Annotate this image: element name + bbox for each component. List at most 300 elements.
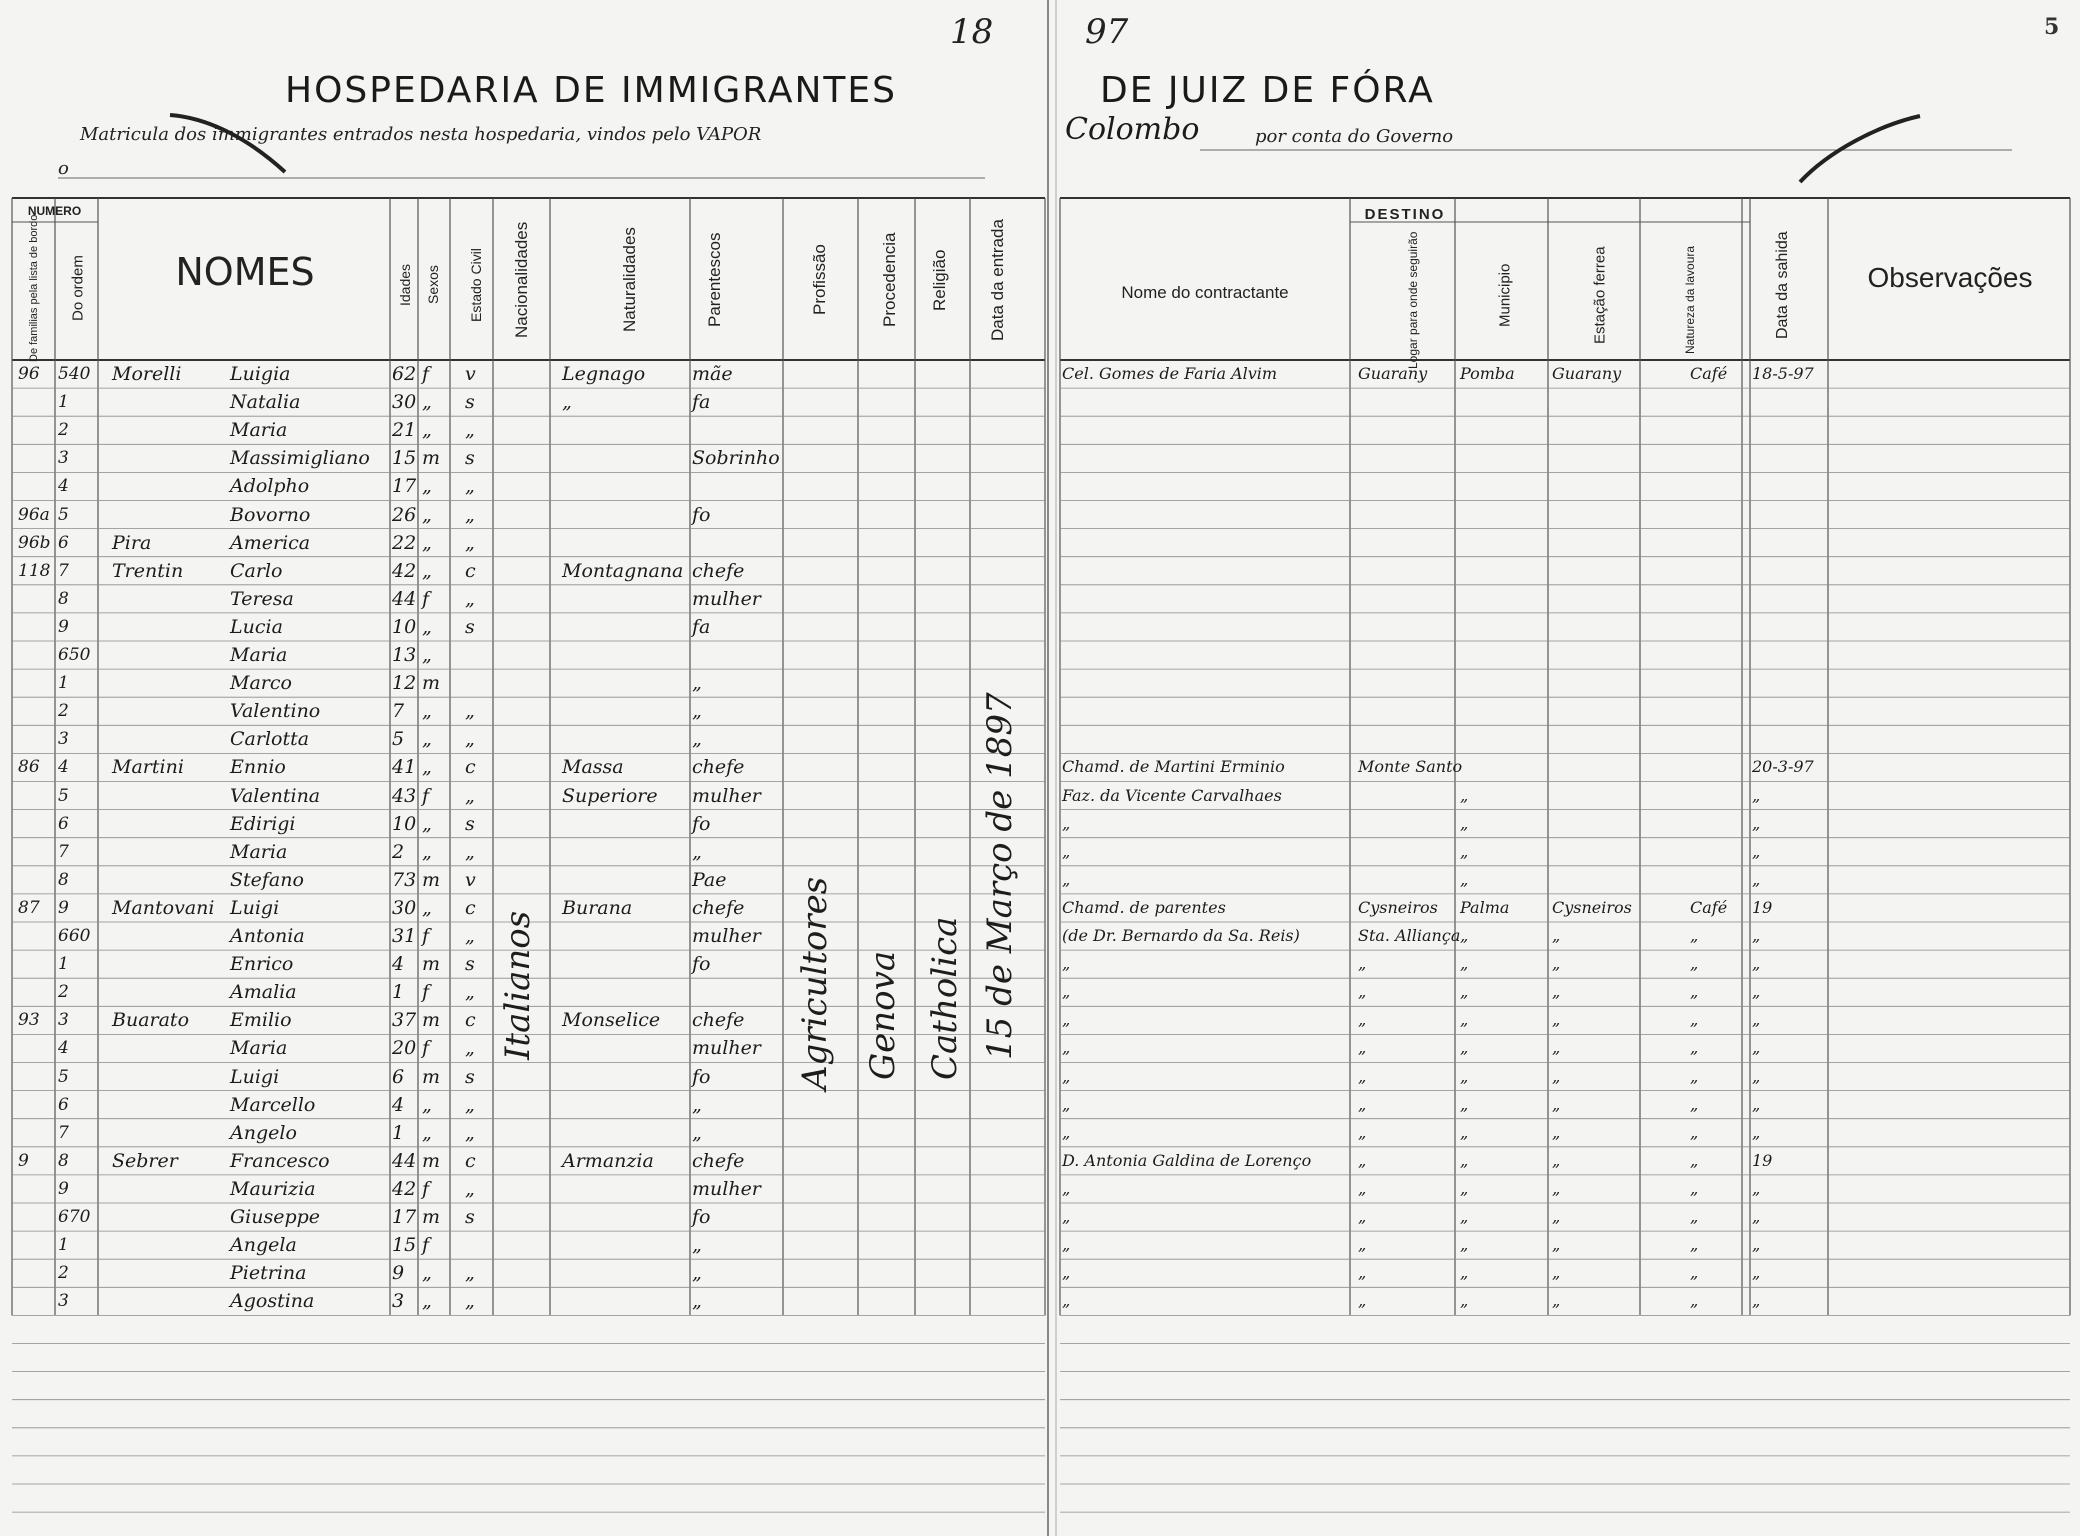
cell-data-sahida: „ (1752, 1207, 1761, 1226)
header-numero: NUMERO (27, 204, 82, 218)
cell-lavoura: „ (1690, 1066, 1699, 1086)
cell-lavoura: „ (1690, 1263, 1699, 1283)
cell-civil-status: „ (465, 1290, 475, 1313)
cell-age: 31 (392, 925, 417, 947)
cell-age: 21 (392, 419, 417, 442)
cell-municipio: „ (1460, 869, 1469, 889)
cell-estacao: Cysneiros (1552, 897, 1632, 917)
header-idades: Idades (397, 263, 413, 307)
register-row (0, 557, 2080, 585)
cell-estacao: „ (1552, 1038, 1561, 1058)
cell-lavoura: Café (1690, 897, 1728, 917)
register-row (0, 922, 2080, 950)
header-estacao: Estação ferrea (1591, 246, 1609, 344)
cell-parentesco: „ (692, 1121, 702, 1144)
cell-given-name: Enrico (230, 953, 294, 976)
register-row (0, 613, 2080, 641)
cell-contractante: „ (1062, 1094, 1071, 1114)
cell-order-number: 2 (58, 1263, 69, 1284)
cell-parentesco: „ (692, 1234, 702, 1257)
cell-age: 62 (392, 363, 417, 385)
cell-estacao: „ (1552, 982, 1561, 1002)
cell-order-number: 5 (58, 1066, 69, 1087)
cell-given-name: Lucia (230, 615, 283, 638)
cell-logar: „ (1358, 1291, 1367, 1311)
cell-sex: m (422, 1065, 441, 1088)
cell-order-number: 8 (58, 869, 69, 890)
cell-sex: „ (422, 644, 432, 666)
page-title-right: DE JUIZ DE FÓRA (1100, 70, 1435, 111)
cell-naturalidade: Massa (562, 756, 624, 779)
register-row (0, 753, 2080, 781)
header-religiao: Religião (930, 249, 949, 311)
cell-given-name: Maria (230, 419, 288, 442)
cell-data-sahida: „ (1752, 1122, 1761, 1142)
cell-contractante: „ (1062, 982, 1071, 1002)
header-parentescos: Parentescos (705, 232, 724, 328)
cell-order-number: 2 (58, 982, 69, 1003)
cell-parentesco: mãe (692, 363, 733, 385)
cell-estacao: „ (1552, 1178, 1561, 1198)
cell-order-number: 7 (58, 1122, 69, 1143)
cell-given-name: Pietrina (230, 1262, 307, 1285)
cell-municipio: Pomba (1460, 364, 1515, 383)
nacionalidade-vertical: Italianos (498, 910, 538, 1060)
cell-sex: „ (422, 700, 432, 723)
cell-civil-status: c (465, 896, 476, 919)
cell-parentesco: fa (692, 391, 711, 414)
register-row (0, 1063, 2080, 1091)
cell-sex: „ (422, 531, 432, 554)
register-row (0, 585, 2080, 613)
cell-order-number: 5 (58, 785, 69, 806)
cell-sex: m (422, 672, 441, 695)
cell-data-sahida: „ (1752, 954, 1761, 974)
cell-municipio: „ (1460, 785, 1469, 805)
cell-naturalidade: „ (562, 391, 572, 414)
header-observacoes: Observações (1867, 262, 2033, 293)
cell-sex: f (422, 981, 430, 1004)
header-natureza: Natureza da lavoura (1683, 245, 1697, 355)
header-nacionalidades: Nacionalidades (512, 221, 531, 339)
header-nomes: NOMES (175, 250, 315, 294)
cell-age: 5 (392, 728, 405, 751)
cell-municipio: „ (1460, 1150, 1469, 1170)
cell-order-number: 7 (58, 841, 69, 862)
register-row (0, 866, 2080, 894)
cell-civil-status: s (465, 615, 475, 638)
cell-contractante: Faz. da Vicente Carvalhaes (1062, 785, 1282, 805)
cell-age: 15 (392, 447, 417, 470)
cell-age: 2 (392, 840, 405, 863)
cell-estacao: „ (1552, 1150, 1561, 1170)
cell-age: 44 (392, 587, 417, 610)
cell-sex: „ (422, 1290, 432, 1313)
cell-sex: „ (422, 615, 432, 638)
cell-logar: Sta. Alliança (1358, 926, 1461, 945)
cell-logar: „ (1358, 1263, 1367, 1283)
cell-parentesco: chefe (692, 1009, 745, 1032)
cell-sex: „ (422, 1121, 432, 1144)
cell-sex: m (422, 1009, 441, 1032)
cell-order-number: 5 (58, 504, 69, 525)
cell-parentesco: chefe (692, 896, 745, 919)
cell-contractante: „ (1062, 1066, 1071, 1086)
cell-municipio: „ (1460, 813, 1469, 833)
cell-sex: „ (422, 728, 432, 751)
register-row (0, 810, 2080, 838)
register-row (0, 1006, 2080, 1034)
cell-surname: Martini (112, 756, 184, 779)
cell-parentesco: fo (692, 1206, 711, 1228)
year-prefix: 18 (950, 12, 994, 52)
cell-municipio: „ (1460, 1010, 1469, 1030)
cell-contractante: „ (1062, 841, 1071, 861)
cell-estacao: „ (1552, 1010, 1561, 1030)
cell-parentesco: chefe (692, 559, 745, 582)
register-row (0, 1119, 2080, 1147)
cell-municipio: „ (1460, 1094, 1469, 1114)
cell-parentesco: „ (692, 672, 702, 695)
cell-civil-status: s (465, 1065, 475, 1088)
cell-age: 1 (392, 1121, 405, 1144)
cell-given-name: Carlotta (230, 728, 310, 751)
cell-contractante: „ (1062, 1010, 1071, 1030)
register-row (0, 1231, 2080, 1259)
register-row (0, 978, 2080, 1006)
cell-contractante: „ (1062, 869, 1071, 889)
register-row (0, 894, 2080, 922)
cell-order-number: 660 (58, 926, 91, 946)
register-row (0, 388, 2080, 416)
cell-parentesco: fo (692, 953, 711, 976)
cell-data-sahida: „ (1752, 785, 1761, 805)
register-row (0, 472, 2080, 500)
cell-data-sahida: 19 (1752, 1150, 1773, 1170)
cell-municipio: „ (1460, 954, 1469, 974)
cell-given-name: Valentina (230, 784, 321, 807)
cell-age: 22 (392, 531, 417, 554)
cell-parentesco: mulher (692, 925, 761, 947)
cell-lavoura: Café (1690, 364, 1728, 383)
cell-municipio: „ (1460, 841, 1469, 861)
cell-family-number: 93 (18, 1010, 40, 1031)
cell-lavoura: „ (1690, 1291, 1699, 1311)
cell-given-name: Luigi (230, 1065, 280, 1088)
cell-age: 42 (392, 559, 417, 582)
header-nome-contractante: Nome do contractante (1121, 283, 1289, 302)
cell-sex: f (422, 784, 430, 807)
cell-age: 30 (392, 391, 417, 414)
cell-order-number: 8 (58, 1150, 69, 1171)
cell-age: 43 (392, 784, 417, 807)
cell-sex: „ (422, 756, 432, 779)
header-de-familias: De familias pela lista de bordo (28, 214, 40, 362)
register-row (0, 641, 2080, 669)
cell-given-name: Natalia (230, 391, 301, 414)
cell-parentesco: „ (692, 1290, 702, 1313)
cell-given-name: Carlo (230, 559, 283, 582)
register-row (0, 669, 2080, 697)
vapor-name: Colombo (1065, 112, 1200, 147)
cell-order-number: 650 (58, 645, 91, 665)
cell-logar: Monte Santo (1358, 757, 1463, 777)
cell-age: 44 (392, 1149, 417, 1172)
cell-data-sahida: „ (1752, 1178, 1761, 1198)
cell-lavoura: „ (1690, 954, 1699, 974)
cell-age: 15 (392, 1234, 417, 1257)
cell-parentesco: Pae (692, 868, 727, 891)
header-destino: DESTINO (1364, 206, 1446, 223)
cell-civil-status: „ (465, 840, 475, 863)
cell-municipio: „ (1460, 926, 1469, 945)
cell-logar: „ (1358, 1122, 1367, 1142)
cell-contractante: „ (1062, 1263, 1071, 1283)
cell-given-name: Maria (230, 644, 288, 666)
header-profissao: Profissão (810, 244, 829, 316)
cell-lavoura: „ (1690, 926, 1699, 945)
register-row (0, 697, 2080, 725)
cell-logar: „ (1358, 1178, 1367, 1198)
cell-logar: „ (1358, 1010, 1367, 1030)
cell-sex: „ (422, 896, 432, 919)
cell-given-name: Valentino (230, 700, 321, 723)
cell-data-sahida: „ (1752, 841, 1761, 861)
cell-parentesco: fa (692, 615, 711, 638)
cell-sex: m (422, 1149, 441, 1172)
cell-given-name: Maurizia (230, 1177, 316, 1200)
cell-contractante: „ (1062, 813, 1071, 833)
header-municipio: Municipio (1496, 263, 1514, 327)
header-procedencia: Procedencia (880, 232, 899, 328)
register-row (0, 838, 2080, 866)
cell-logar: „ (1358, 1038, 1367, 1058)
cell-logar: „ (1358, 1094, 1367, 1114)
cell-given-name: Amalia (230, 981, 297, 1004)
cell-given-name: Edirigi (230, 812, 296, 835)
cell-municipio: „ (1460, 1207, 1469, 1226)
page-number: 5 (2044, 14, 2060, 40)
cell-given-name: Ennio (230, 756, 286, 779)
register-row (0, 529, 2080, 557)
cell-order-number: 670 (58, 1207, 91, 1227)
cell-order-number: 2 (58, 701, 69, 722)
cell-order-number: 6 (58, 1094, 69, 1115)
procedencia-vertical: Genova (863, 950, 903, 1080)
cell-parentesco: mulher (692, 1177, 761, 1200)
cell-civil-status: „ (465, 1037, 475, 1060)
cell-civil-status: v (465, 868, 476, 891)
header-naturalidades: Naturalidades (620, 227, 639, 333)
cell-surname: Buarato (112, 1009, 190, 1032)
cell-civil-status: s (465, 1206, 475, 1228)
cell-given-name: Giuseppe (230, 1206, 321, 1228)
cell-lavoura: „ (1690, 1094, 1699, 1114)
cell-age: 4 (392, 953, 405, 976)
cell-contractante: „ (1062, 1235, 1071, 1255)
cell-sex: m (422, 953, 441, 976)
cell-civil-status: „ (465, 419, 475, 442)
cell-order-number: 7 (58, 560, 69, 581)
header-logar: Logar para onde seguirão (1406, 231, 1420, 369)
cell-order-number: 4 (58, 757, 69, 778)
cell-order-number: 8 (58, 588, 69, 609)
cell-municipio: Palma (1460, 897, 1510, 917)
cell-naturalidade: Monselice (562, 1009, 661, 1032)
cell-order-number: 6 (58, 532, 69, 553)
cell-civil-status: s (465, 953, 475, 976)
header-data-entrada: Data da entrada (988, 219, 1007, 341)
cell-age: 30 (392, 896, 417, 919)
register-row (0, 1175, 2080, 1203)
year-suffix: 97 (1085, 12, 1129, 52)
cell-order-number: 1 (58, 392, 69, 413)
cell-estacao: „ (1552, 926, 1561, 945)
cell-contractante: „ (1062, 1207, 1071, 1226)
cell-age: 12 (392, 672, 417, 695)
cell-given-name: Agostina (230, 1290, 315, 1313)
cell-estacao: „ (1552, 1235, 1561, 1255)
cell-given-name: Massimigliano (230, 447, 370, 470)
cell-civil-status: „ (465, 587, 475, 610)
register-row (0, 1287, 2080, 1315)
cell-age: 7 (392, 700, 405, 723)
cell-order-number: 1 (58, 673, 69, 694)
cell-municipio: „ (1460, 1235, 1469, 1255)
cell-given-name: Adolpho (230, 475, 310, 498)
register-row (0, 501, 2080, 529)
cell-lavoura: „ (1690, 982, 1699, 1002)
cell-civil-status: „ (465, 925, 475, 947)
cell-logar: „ (1358, 982, 1367, 1002)
register-row (0, 950, 2080, 978)
register-row (0, 1259, 2080, 1287)
cell-data-sahida: „ (1752, 1038, 1761, 1058)
cell-family-number: 96 (18, 364, 40, 384)
register-row (0, 1034, 2080, 1062)
cell-parentesco: „ (692, 700, 702, 723)
cell-parentesco: Sobrinho (692, 447, 780, 470)
cell-civil-status: c (465, 756, 476, 779)
cell-logar: Cysneiros (1358, 897, 1438, 917)
cell-civil-status: s (465, 447, 475, 470)
cell-given-name: Luigia (230, 363, 291, 385)
cell-parentesco: „ (692, 1093, 702, 1116)
cell-civil-status: „ (465, 1262, 475, 1285)
cell-civil-status: „ (465, 784, 475, 807)
cell-parentesco: fo (692, 1065, 711, 1088)
cell-contractante: „ (1062, 1291, 1071, 1311)
register-row (0, 1147, 2080, 1175)
cell-age: 4 (392, 1093, 405, 1116)
cell-sex: „ (422, 391, 432, 414)
cell-data-sahida: „ (1752, 813, 1761, 833)
religiao-vertical: Catholica (925, 916, 965, 1080)
cell-data-sahida: „ (1752, 1066, 1761, 1086)
cell-lavoura: „ (1690, 1207, 1699, 1226)
cell-given-name: Maria (230, 840, 288, 863)
cell-civil-status: „ (465, 1177, 475, 1200)
cell-logar: „ (1358, 1235, 1367, 1255)
cell-lavoura: „ (1690, 1235, 1699, 1255)
register-row (0, 782, 2080, 810)
cell-lavoura: „ (1690, 1178, 1699, 1198)
cell-naturalidade: Burana (562, 896, 633, 919)
cell-contractante: (de Dr. Bernardo da Sa. Reis) (1062, 926, 1300, 945)
cell-contractante: „ (1062, 954, 1071, 974)
cell-municipio: „ (1460, 982, 1469, 1002)
cell-surname: Morelli (112, 363, 182, 385)
cell-lavoura: „ (1690, 1150, 1699, 1170)
cell-civil-status: „ (465, 728, 475, 751)
cell-age: 41 (392, 756, 417, 779)
cell-age: 10 (392, 615, 417, 638)
cell-civil-status: v (465, 363, 476, 385)
cell-civil-status: „ (465, 503, 475, 526)
cell-civil-status: s (465, 391, 475, 414)
cell-data-sahida: „ (1752, 1263, 1761, 1283)
cell-logar: „ (1358, 1207, 1367, 1226)
cell-sex: „ (422, 1093, 432, 1116)
cell-age: 17 (392, 475, 417, 498)
register-row (0, 444, 2080, 472)
cell-parentesco: chefe (692, 1149, 745, 1172)
cell-order-number: 9 (58, 616, 69, 637)
cell-family-number: 9 (18, 1150, 29, 1171)
cell-sex: „ (422, 1262, 432, 1285)
cell-family-number: 96a (18, 504, 50, 525)
cell-surname: Pira (112, 531, 152, 554)
cell-age: 20 (392, 1037, 417, 1060)
cell-age: 9 (392, 1262, 405, 1285)
cell-data-sahida: „ (1752, 869, 1761, 889)
cell-given-name: Angela (230, 1234, 297, 1257)
cell-civil-status: „ (465, 1093, 475, 1116)
cell-given-name: Francesco (230, 1149, 330, 1172)
cell-order-number: 4 (58, 1038, 69, 1059)
cell-lavoura: „ (1690, 1010, 1699, 1030)
header-sexos: Sexos (425, 265, 441, 305)
cell-given-name: Marcello (230, 1093, 316, 1116)
cell-order-number: 1 (58, 954, 69, 975)
cell-given-name: Maria (230, 1037, 288, 1060)
cell-age: 37 (392, 1009, 417, 1032)
cell-parentesco: „ (692, 840, 702, 863)
cell-given-name: Angelo (230, 1121, 297, 1144)
cell-logar: „ (1358, 1066, 1367, 1086)
cell-estacao: „ (1552, 1094, 1561, 1114)
cell-sex: „ (422, 475, 432, 498)
cell-surname: Sebrer (112, 1149, 178, 1172)
cell-order-number: 4 (58, 476, 69, 497)
cell-data-sahida: „ (1752, 926, 1761, 945)
cell-data-sahida: „ (1752, 982, 1761, 1002)
cell-parentesco: mulher (692, 587, 761, 610)
cell-municipio: „ (1460, 1178, 1469, 1198)
cell-given-name: Bovorno (230, 503, 311, 526)
cell-order-number: 2 (58, 420, 69, 441)
cell-sex: m (422, 868, 441, 891)
cell-order-number: 6 (58, 813, 69, 834)
cell-sex: f (422, 587, 430, 610)
cell-naturalidade: Montagnana (562, 559, 684, 582)
data-entrada-vertical: 15 de Março de 1897 (980, 692, 1020, 1060)
cell-contractante: Chamd. de Martini Erminio (1062, 757, 1285, 777)
cell-municipio: „ (1460, 1066, 1469, 1086)
subtitle-left: Matricula dos immigrantes entrados nesta hospedaria, vindos pelo VAPOR (80, 124, 762, 145)
cell-parentesco: „ (692, 728, 702, 751)
cell-civil-status: „ (465, 531, 475, 554)
